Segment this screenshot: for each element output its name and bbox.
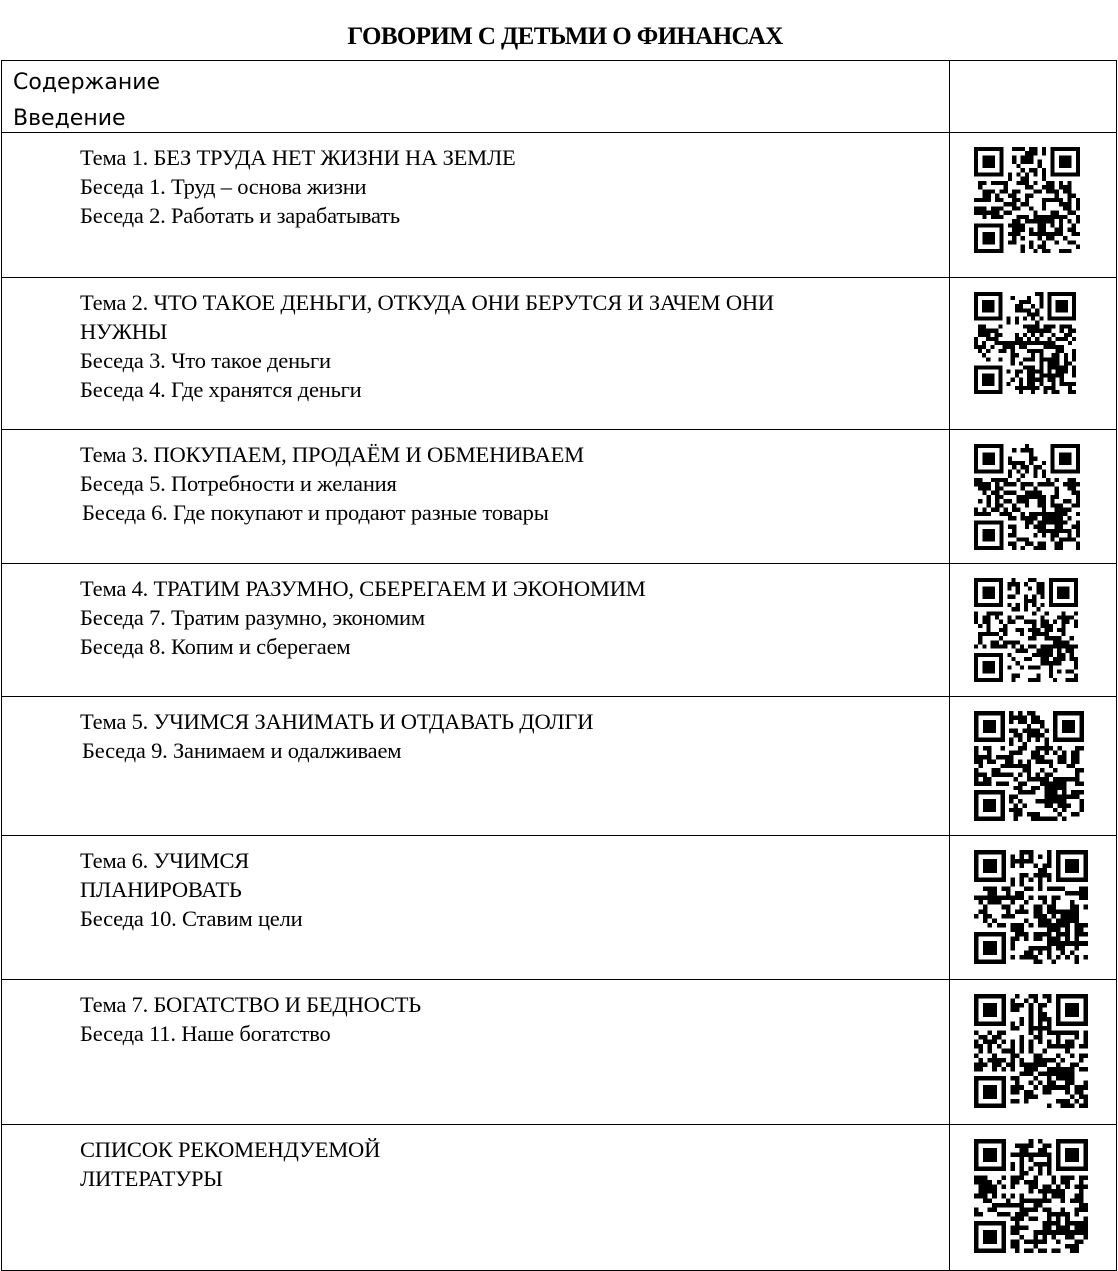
topic-text-7 — [80, 990, 936, 1048]
topic-line: Беседа 4. Где хранятся деньги — [80, 377, 362, 402]
topic-title: СПИСОК РЕКОМЕНДУЕМОЙ — [80, 1137, 381, 1162]
qr-code-icon[interactable] — [974, 578, 1078, 682]
document-title: ГОВОРИМ С ДЕТЬМИ О ФИНАНСАХ — [347, 23, 783, 50]
qr-code-icon[interactable] — [974, 147, 1080, 253]
qr-code-icon[interactable] — [974, 850, 1088, 964]
topic-row-2 — [2, 277, 1116, 429]
header-row — [2, 61, 1116, 133]
topic-row-8 — [2, 1124, 1116, 1270]
topic-text-3 — [80, 440, 936, 527]
topic-row-5 — [2, 696, 1116, 835]
topic-row-1 — [2, 132, 1116, 277]
topic-text-4 — [80, 574, 936, 661]
topic-line: Беседа 9. Занимаем и одалживаем — [82, 738, 402, 763]
topic-line: Беседа 2. Работать и зарабатывать — [80, 203, 400, 228]
topic-title-continued: НУЖНЫ — [80, 319, 168, 344]
topic-line: Беседа 11. Наше богатство — [80, 1021, 331, 1046]
topic-title: Тема 2. ЧТО ТАКОЕ ДЕНЬГИ, ОТКУДА ОНИ БЕРУТСЯ И ЗАЧЕМ ОНИ — [80, 290, 774, 315]
topic-text-6 — [80, 846, 936, 933]
qr-code-icon[interactable] — [974, 444, 1080, 550]
topic-line: Беседа 8. Копим и сберегаем — [80, 634, 351, 659]
topic-text-2 — [80, 288, 936, 404]
qr-code-icon[interactable] — [974, 711, 1084, 821]
topic-text-5 — [80, 707, 936, 765]
topic-title-continued: ЛИТЕРАТУРЫ — [80, 1166, 223, 1191]
topic-text-1 — [80, 143, 936, 230]
contents-table — [1, 60, 1117, 1271]
topic-title: Тема 7. БОГАТСТВО И БЕДНОСТЬ — [80, 992, 422, 1017]
topic-line: Беседа 6. Где покупают и продают разные товары — [82, 500, 549, 525]
topic-line: Беседа 7. Тратим разумно, экономим — [80, 605, 425, 630]
topic-row-3 — [2, 429, 1116, 563]
topic-title: Тема 4. ТРАТИМ РАЗУМНО, СБЕРЕГАЕМ И ЭКОНОМИМ — [80, 576, 646, 601]
topic-text-8 — [80, 1135, 936, 1193]
topic-title: Тема 1. БЕЗ ТРУДА НЕТ ЖИЗНИ НА ЗЕМЛЕ — [80, 145, 516, 170]
contents-label: Содержание — [13, 70, 161, 95]
qr-code-icon[interactable] — [974, 994, 1088, 1108]
topic-title: Тема 6. УЧИМСЯ — [80, 848, 250, 873]
intro-label: Введение — [13, 106, 126, 131]
topic-line: Беседа 1. Труд – основа жизни — [80, 174, 367, 199]
qr-code-icon[interactable] — [974, 1139, 1088, 1253]
header-cell — [13, 65, 160, 137]
topic-title-continued: ПЛАНИРОВАТЬ — [80, 877, 242, 902]
qr-code-icon[interactable] — [974, 292, 1076, 394]
topic-row-4 — [2, 563, 1116, 696]
topic-line: Беседа 3. Что такое деньги — [80, 348, 331, 373]
topic-title: Тема 5. УЧИМСЯ ЗАНИМАТЬ И ОТДАВАТЬ ДОЛГИ — [80, 709, 594, 734]
topic-row-7 — [2, 979, 1116, 1124]
topic-row-6 — [2, 835, 1116, 979]
topic-line: Беседа 10. Ставим цели — [80, 906, 303, 931]
topic-line: Беседа 5. Потребности и желания — [80, 471, 397, 496]
topic-title: Тема 3. ПОКУПАЕМ, ПРОДАЁМ И ОБМЕНИВАЕМ — [80, 442, 584, 467]
